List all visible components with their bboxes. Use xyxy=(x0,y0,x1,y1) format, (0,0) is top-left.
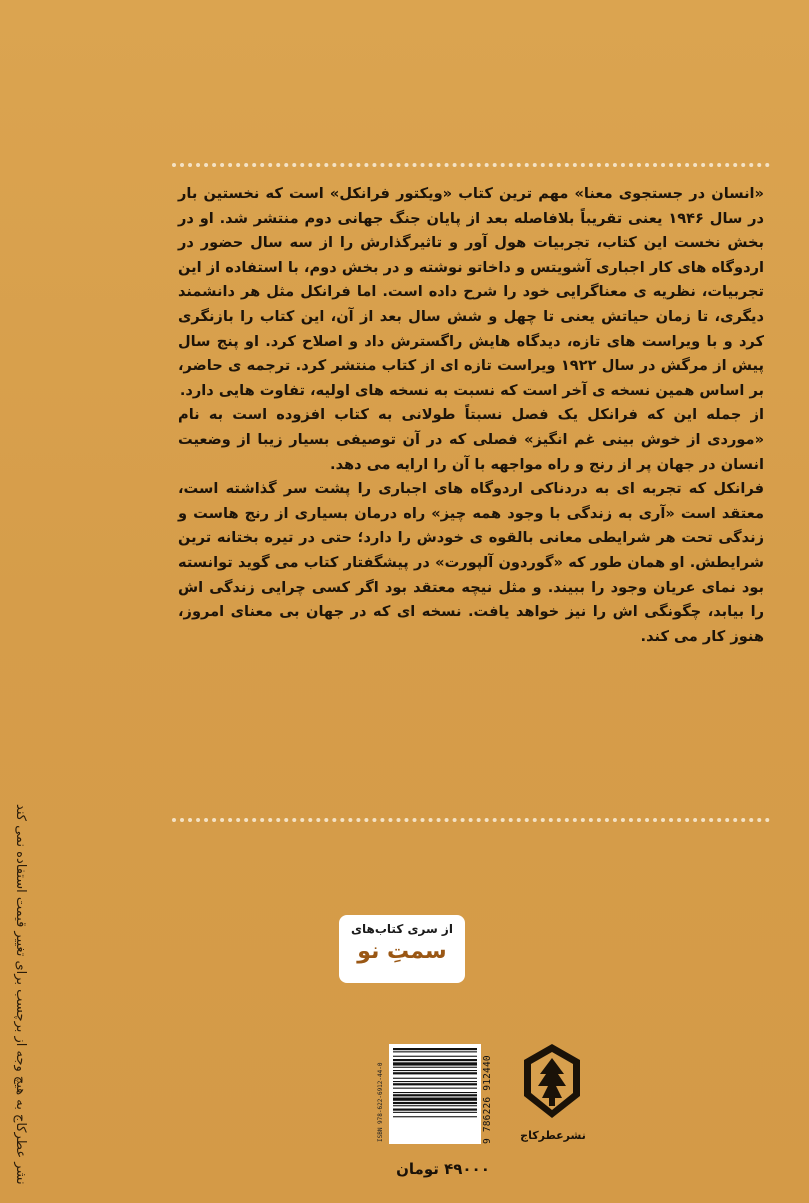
synopsis-paragraph-2: از جمله این که فرانکل یک فصل نسبتاً طولانی به کتاب افزوده است به نام «موردی از خوش بینی غم انگیز» فصلی که در آن توصیفی بسیار زیبا از وضعیت انسان در جهان پر از رنج و راه مواجهه با آن را ارایه می دهد. xyxy=(178,406,764,473)
barcode xyxy=(389,1044,481,1144)
series-name: سمتِ نو xyxy=(357,939,447,964)
synopsis-paragraph-3: فرانکل که تجربه ای به دردناکی اردوگاه های اجباری را پشت سر گذاشته است، معتقد است «آری به زندگی با وجود همه چیز» راه درمان بسیاری از رنج هاست و زندگی تحت هر شرایطی معانی بالقوه ی خودش را دارد؛ حتی در تیره بختانه ترین شرایطش. او همان طور که «گوردون آلپورت» در پیشگفتار کتاب می گوید توانسته بود نمای عریان وجود را ببیند. و مثل نیچه معتقد بود اگر کسی چرایی زندگی اش را بیابد، چگونگی اش را نیز خواهد یافت. نسخه ای که در جهان بی معنای امروز، هنوز کار می کند. xyxy=(178,480,764,645)
publisher-name: نشرعطرکاج xyxy=(520,1129,586,1142)
synopsis-paragraph-1: «انسان در جستجوی معنا» مهم ترین کتاب «ویکتور فرانکل» است که نخستین بار در سال ۱۹۴۶ یعنی تقریباً بلافاصله بعد از پایان جنگ جهانی دوم منتشر شد. او در بخش نخست این کتاب، تجربیات هول آور و تاثیرگذارش را از سه سال حضور در اردوگاه های کار اجباری آشویتس و داخاتو نوشته و در بخش دوم، با استفاده از این تجربیات، نظریه ی معناگرایی خود را شرح داده است. اما فرانکل مثل هر دانشمند دیگری، تا زمان حیاتش یعنی تا چهل و شش سال بعد از آن، این کتاب را بازنگری کرد و با ویراست های تازه، دیدگاه هایش راگسترش داد و اصلاح کرد. او پنج سال پیش از مرگش در سال ۱۹۲۲ ویراست تازه ای از کتاب منتشر کرد. ترجمه ی حاضر، بر اساس همین نسخه ی آخر است که نسبت به نسخه های اولیه، تفاوت هایی دارد. xyxy=(178,185,765,399)
price-label: ۴۹۰۰۰ تومان xyxy=(396,1160,490,1178)
synopsis-text xyxy=(178,182,764,757)
barcode-digits: 9 786226 912440 xyxy=(482,1055,493,1144)
dotted-divider-bottom xyxy=(172,818,770,822)
price-sticker-notice: نشر عطرکاج به هیچ وجه از برچسب برای تغییر قیمت استفاده نمی کند xyxy=(13,804,28,1185)
publisher-logo-icon xyxy=(518,1040,586,1122)
series-badge xyxy=(339,915,465,983)
series-label: از سری کتاب‌های xyxy=(351,922,453,936)
isbn-text: ISBN 978-622-6912-44-0 xyxy=(377,1062,384,1142)
dotted-divider-top xyxy=(172,163,770,167)
